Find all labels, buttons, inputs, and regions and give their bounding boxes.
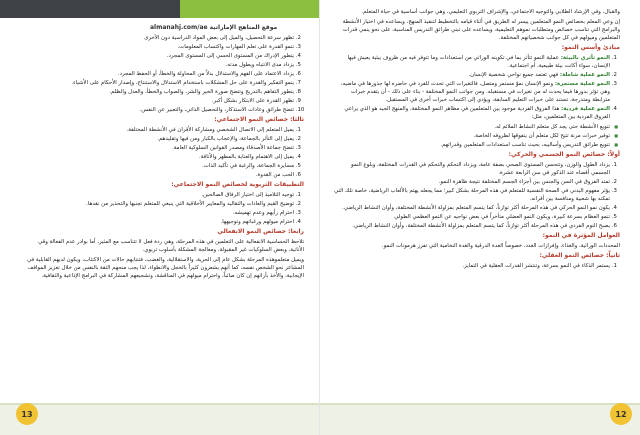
list-item: 2. يميل إلى التأثر بالجماعة، والإعجاب بالكبار ومن فيها وتقليدهم.: [22, 135, 294, 143]
physical-list: [334, 161, 620, 230]
applications-heading: التطبيقات التربوية لخصائص النمو الاجتماعي:: [171, 181, 304, 188]
principle-term: النمو عملية شاملة:: [559, 72, 610, 78]
list-item: 3. يؤثر مفهوم البدني في الصحة النفسية للمتعلم في هذه المرحلة بشكل كبير؛ مما يجعله يهتم بالألعاب الرياضية، خاصة تلك التي تمكنه بها شعبية ومنافسة بين أقرانه.: [334, 187, 610, 203]
page-number-badge: 12: [610, 403, 632, 425]
list-item: 10. تتضح طرائق وعادات الاستذكار، والتحصيل الذاتي، والتعبير عن النفس.: [22, 106, 294, 114]
paragraph: المحددات الوراثية، والغذاء، وإفرازات الغدد، خصوصاً الغدة الدرقية والغدة النخامية التي تفرز هرمونات النمو.: [381, 243, 620, 249]
principle-item: [334, 80, 610, 104]
list-item: 2. تظهر سرعة التحصيل، والميل إلى بعض المواد الدراسية دون الأخرى: [22, 34, 294, 42]
list-item: 5. تنمو العظام بسرعة كبيرة، ويكون النمو العضلي متأخراً في بعض نواحيه عن النمو العظمي الطولي: [334, 213, 610, 221]
bullet-item: ■ تنويع طرائق التدريس وأساليبه، بحيث تناسب استعدادات المتعلمين وقدراتهم.: [334, 141, 610, 149]
principle-item: [334, 54, 610, 70]
social-heading: ثالثا: خصائص النمو الاجتماعي:: [214, 116, 304, 123]
principle-text: ونمو الإنسان نموّ مستمر ومتصل، فالتغيرات التي تحدث للفرد في حاضره لها جذورها في ماضيه، وهي تؤثر بدورها فيما يحدث له من تغيرات في مستقبله. ومن جوانب النمو المختلفة - بناء على ذلك - أن يتقدم خبرات مترابطة ومتدرجة، تستند على خبرات التعليم السابقة، ويؤدي إلى اكتساب خبرات أخرى في المستقبل.: [340, 81, 610, 103]
social-list: [22, 126, 304, 179]
emotional-heading: رابعا: خصائص النمو الانفعالي: [217, 228, 304, 235]
list-item: 6. يصبح النوم الفردي في هذه المرحلة أكثر توازناً، كما يتسم المتعلم بمزاولة الأنشطة المختلفة، وأوان النشاط الرياضي.: [334, 222, 610, 230]
list-item: 4. احترام ميولهم ورغباتهم وتوجيهها.: [22, 218, 294, 226]
principle-item: [334, 71, 610, 79]
mental-list: [334, 262, 620, 270]
paragraph: إن وعي المعلم بخصائص النمو المتعلمين ييسر له الطريق في أثناء قيامه بالتخطيط لتنفيذ المنهج، ويساعده في اختيار الأنشطة والبرامج التي تناسب خصائص ومتطلبات نموهم التعليمية، ويساعده على تبني طرائق التدريس المناسبة، على نحو ينمي قدرات المتعلمين وميولهم في كل جوانب شخصياتهم المختلفة.: [342, 19, 620, 41]
paragraph: ويميل متعلموهذه المرحلة بشكل عام إلى الحرية، والاستقلالية، والغضب، فتنتابهم حالات من الاكتئاب، ويكون لديهم القابلية في المشاعر نحو الشخص نفسه، كما أنهم يشعرون كثيراً بالخجل والانطواء، لذا يجب منحهم الثقة بالنفس من خلال تعزيز المواقف الإيجابية، والأخذ بآرائهم إن كان صائباً، واحترام ميولهم في المناقشة، وتشجيعهم المشاركة في البرامج الإذاعية والثقافية.: [27, 257, 304, 279]
applications-list: [22, 191, 304, 226]
site-label[interactable]: almanahj.com/ae موقع المناهج الإماراتية: [150, 24, 278, 31]
footer-band: [320, 405, 640, 435]
physical-heading: أولاً: خصائص النمو الجسمي والحركي:: [508, 151, 620, 158]
principles-list: [334, 54, 620, 121]
page-number-badge: 13: [16, 403, 38, 425]
page-spine: [319, 0, 320, 435]
principle-term: النمو عملية مستمرة:: [554, 81, 610, 87]
list-item: 3. احترام رأيهم وعدم تهميشه.: [22, 209, 294, 217]
principle-item: [334, 105, 610, 121]
list-item: 9. تظهر القدرة على الابتكار بشكل أكبر.: [22, 97, 294, 105]
list-item: 6. يزداد الاعتماد على الفهم والاستدلال بدلاً من المحاولة والخطأ، أو الحفظ المجرد.: [22, 70, 294, 78]
list-item: 7. ينمو التفكير والقدرة على حل المشكلات باستخدام الاستدلال والاستنتاج، وإصدار الأحكام على الأشياء.: [22, 79, 294, 87]
list-item: 4. يكون نمو النمو الحركي في هذه المرحلة أكثر توازناً، كما يتسم المتعلم بمزاولة الأنشطة المختلفة، وأوان النشاط الرياضي.: [334, 204, 610, 212]
header-stripe-dark: [0, 0, 180, 18]
list-item: 8. يتطور التفاهم بالتدريج وتتضح صورة الخير والشر، والصواب والخطأ، والعدل والظلم.: [22, 88, 294, 96]
paragraph: والقبال، وفي الإرشاد الطلابي والتوجيه الاجتماعي، والإشراف التربوي التعليمي، وهي جوانب أساسية في حياة المتعلم.: [361, 9, 620, 15]
list-item: 3. تنمو القدرة على تعلم المهارات واكتساب المعلومات.: [22, 43, 294, 51]
principle-text: عملية النمو تتأثر بما في تكوينه الوراثي من استعدادات وما تتوفر فيه من ظروف بيئية يعيش فيها الإنسان، سواء أكانت بيئة طبيعية، أم اجتماعية.: [347, 55, 610, 69]
principle-text: هذا الفروق الفردية موجود بين المتعلمين في مظاهر النمو المختلفة، والمنهج الجيد هو الذي يراعي الفروق الفردية بين المتعلمين، مثل:: [344, 106, 610, 120]
bullet-item: ■ توفير خبرات مرنة تتيح لكل متعلم أن يتفوقها لظروفه الخاصة.: [334, 132, 610, 140]
list-item: 6. الحب من القدوة.: [22, 171, 294, 179]
individual-bullets: [334, 123, 620, 149]
right-page: [320, 0, 640, 435]
left-text-column: [22, 34, 304, 399]
header-stripe-green: [180, 0, 320, 18]
list-item: 1. يزداد الطول والوزن، وتتحسن المستوى الصحي بصفة عامة، ويزداد التحكم والتحكم في القدرات المختلفة، وبلوغ النمو الجسمي أقصاه عند الذكور في سن الرابعة عشرة.: [334, 161, 610, 177]
list-item: 5. مسايرة الجماعة، والرغبة في تأكيد الذات.: [22, 162, 294, 170]
mental-heading: ثانياً: خصائص النمو العقلي:: [539, 252, 620, 259]
principle-term: النمو عملية فردية:: [561, 106, 610, 112]
list-item: 4. يميل إلى الاهتمام والعناية بالمظهر والأناقة.: [22, 153, 294, 161]
bullet-item: ■ تنويع الأنشطة حتى يجد كل متعلم النشاط الملائم له.: [334, 123, 610, 131]
principles-heading: مبادئ وأسس النمو:: [561, 44, 620, 51]
factors-heading: العوامل المؤثرة في النمو:: [542, 232, 620, 239]
list-item: 2. توضيح القيم والعادات والتقاليد والمعايير الأخلاقية التي ينبغي للمتعلم تجنبها والتحذير من نقدها.: [22, 200, 294, 208]
list-item: 1. يستمر الذكاء في النمو بسرعة، وتنتشر القدرات العقلية في التمايز.: [334, 262, 610, 270]
cognitive-list: [22, 34, 304, 114]
list-item: 3. تتضح جماعة الأصدقاء ومصدر القوانين السلوكية العامة.: [22, 144, 294, 152]
list-item: 4. يتطور الإدراك من المستوى الحسي إلى المستوى المجرد.: [22, 52, 294, 60]
list-item: 1. توجيه التلاميذ إلى اختيار الرفاق الصالحين.: [22, 191, 294, 199]
paragraph: تلاحظ الحساسية الانفعالية على التعلمين في هذه المرحلة، وهي ردة فعل لا تتناسب مع المثير، أما بوادر عدم الفعالة وقي الأنانية، وبعض السلوكيات غير المقبولة، ومعالجة المشكلة بأسلوب تربوي.: [38, 239, 304, 253]
footer-band: [0, 405, 320, 435]
principle-text: فهي تعتمد جميع نواحي شخصية الإنسان.: [468, 72, 559, 78]
right-text-column: [334, 8, 620, 399]
list-item: 5. يزداد مدى الانتباه ويطول مدته.: [22, 61, 294, 69]
principle-term: النمو تأثري بالبيئة:: [560, 55, 610, 61]
list-item: 1. يميل المتعلم إلى الاتصال الشخصي ومشاركة الأقران في الأنشطة المختلفة.: [22, 126, 294, 134]
list-item: 2. تمتد الفروق في السن والجنس بين أجزاء الجسم المختلفة نتيجة ظاهرة النمو.: [334, 178, 610, 186]
